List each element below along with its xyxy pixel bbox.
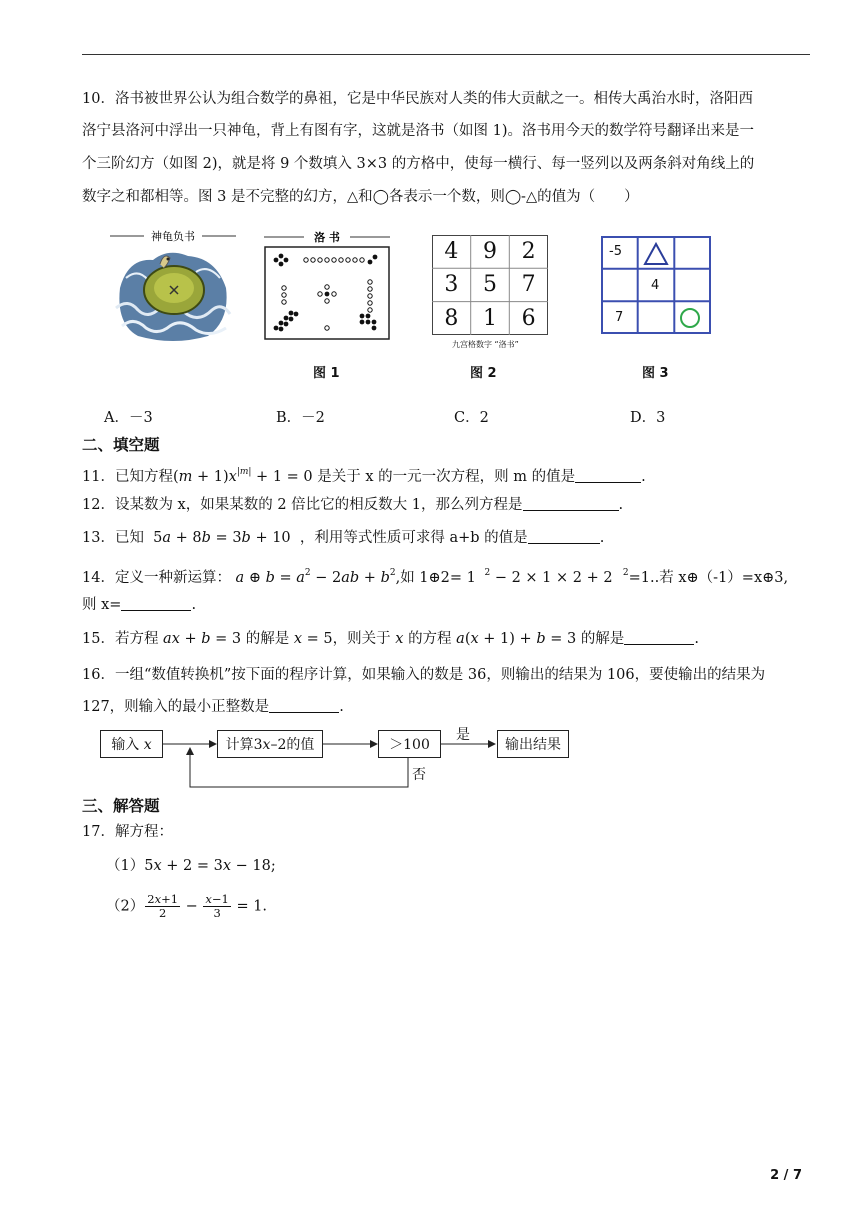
q14-text-c: =1..若 x⊕（-1）=x⊕3, [628,570,789,586]
fig1-title: 神龟负书 [151,230,195,243]
cell-top-left: -5 [609,244,622,259]
q15-text-b: 的解是 [245,631,290,647]
cell-center: 4 [651,278,660,293]
q15-text-d: 的方程 [408,631,452,647]
q13-text-b: ，利用等式性质可求得 a+b 的值是 [299,530,528,546]
q15-text-c: ，则关于 [332,631,391,647]
q15-answer-blank[interactable] [624,630,694,645]
flowchart [100,728,580,790]
flow-compute-box: 计算3x–2的值 [217,730,323,758]
q10-line4: 数字之和都相等。图 3 是不完整的幻方，△和◯各表示一个数，则◯-△的值为（ ） [82,189,639,205]
magic-cell: 9 [482,239,497,265]
q12-text-a: 12．设某数为 x，如果某数的 2 倍比它的相反数大 1，那么列方程是 [82,497,523,513]
q14-text-b: ,如 1⊕2= 1 [395,570,476,586]
option-d: D．3 [630,410,666,426]
caption-fig2: 图 2 [470,366,497,381]
magic-cell: 3 [444,272,459,298]
flow-output-box: 输出结果 [497,730,569,758]
option-c: C．2 [454,410,489,426]
q13-answer-blank[interactable] [528,529,600,544]
magic-cell: 8 [444,305,459,331]
option-a: A．－3 [104,410,153,426]
q12-text-c: . [618,497,624,513]
q14-text-e: . [191,597,197,613]
magic-cell: 6 [521,305,536,331]
magic-square [432,235,564,349]
q10-line3: 个三阶幻方（如图 2)，就是将 9 个数填入 3×3 的方格中，使每一横行、每一竖列以及两条斜对角线上的 [82,156,755,172]
caption-fig3: 图 3 [642,366,669,381]
q12 [82,495,623,515]
option-b: B．－2 [276,410,325,426]
caption-fig1: 图 1 [313,366,340,381]
q16-line2 [82,697,344,717]
q14-answer-blank[interactable] [121,596,191,611]
q13-text-c: . [599,530,605,546]
figure1-turtle [108,228,238,346]
circle-icon [681,309,699,327]
figure2-luoshu [262,230,392,342]
header-rule [82,54,810,55]
section-solve: 三、解答题 [82,797,160,815]
cell-bottom-left: 7 [615,310,624,325]
q14-line1: 14．定义一种新运算： a ⊕ $b = a^2 - 2ab + b^2$,如 1⊕2= 1 $^2$ − 2 × 1 × 2 + 2 $^2$=1..若 x⊕（-1）=x⊕3, [82,568,789,586]
q17-part1: （1）5x + 2 = 3x − 18; [106,858,276,874]
q16-text-line2: 127，则输入的最小正整数是 [82,699,270,715]
q15-text-a: 15．若方程 [82,631,159,647]
flow-no-label: 否 [412,767,426,783]
q11-text-b: 是关于 x 的一元一次方程，则 m 的值是 [317,469,576,485]
q11-text-a: 11．已知方程 [82,469,173,485]
q15: 15．若方程 ax + b = 3 的解是 x = 5，则关于 x 的方程 a(x + 1) + b = 3 的解是 . [82,631,699,647]
q11-answer-blank[interactable] [575,468,641,483]
q16-text-end: . [339,699,344,715]
fig2-title: 洛 书 [314,231,340,244]
flow-input-box: 输入 x [100,730,163,758]
turtle-illustration [108,228,238,346]
q15-text-f: . [694,631,699,647]
incomplete-magic-square [601,236,711,334]
q11-text-c: . [641,469,646,485]
luoshu-dot-diagram [262,230,392,342]
magic-cell: 4 [444,239,459,265]
q15-text-e: 的解是 [580,631,625,647]
magic-cell: 2 [521,239,536,265]
q14-line2 [82,595,196,615]
q17-title: 17．解方程： [82,824,173,840]
q10-line1: 10．洛书被世界公认为组合数学的鼻祖，它是中华民族对人类的伟大贡献之一。相传大禹治水时，洛阳西 [82,91,753,107]
magic-square-subtitle: 九宫格数字 “洛书” [452,340,519,349]
magic-cell: 5 [482,272,497,298]
q14-text-a: 14．定义一种新运算： [82,570,231,586]
q10-line2: 洛宁县洛河中浮出一只神龟，背上有图有字，这就是洛书（如图 1)。洛书用今天的数学符号翻译出来是一 [82,123,754,139]
flow-condition-box: ＞100 [378,730,441,758]
q13: 13．已知 5a + 8b = 3b + 10 ，利用等式性质可求得 a+b 的值是 . [82,530,605,546]
q17-part2: （2） $\frac{2x+1}{2}$ − $\frac{x-1}{3}$ = 1. [106,892,268,920]
q14-text-d: 则 x= [82,597,122,613]
flow-yes-label: 是 [456,727,470,743]
q11: 11．已知方程$(m + 1)x^{|m|} + 1 = 0$ 是关于 x 的一元一次方程，则 m 的值是 . [82,467,646,485]
q13-text-a: 13．已知 [82,530,144,546]
magic-cell: 1 [482,305,497,331]
magic-cell: 7 [521,272,536,298]
triangle-icon [645,244,667,264]
q16-line1: 16．一组“数值转换机”按下面的程序计算，如果输入的数是 36，则输出的结果为 106，要使输出的结果为 [82,667,766,683]
q16-answer-blank[interactable] [269,698,339,713]
section-fill-blank: 二、填空题 [82,436,160,454]
page-number: 2 / 7 [770,1168,802,1183]
q12-answer-blank[interactable] [523,496,619,511]
